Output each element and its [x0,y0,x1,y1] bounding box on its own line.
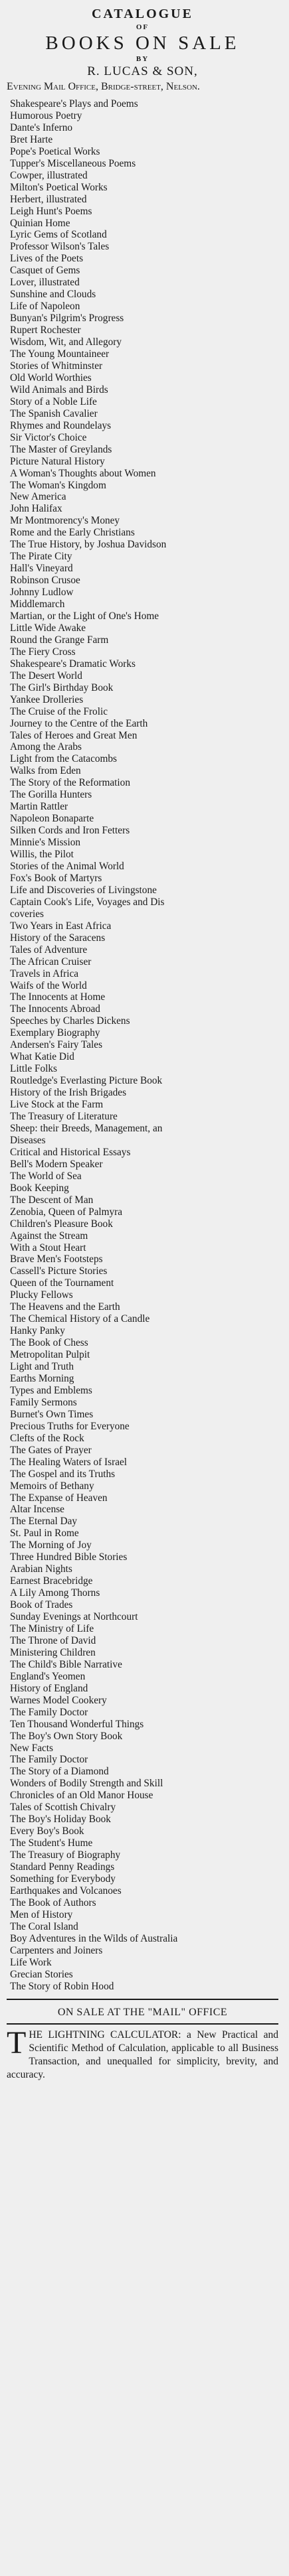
book-list-item: Round the Grange Farm [10,634,109,646]
book-list-item: Memoirs of Bethany [10,1480,94,1492]
book-list-item: Captain Cook's Life, Voyages and Dis [10,896,165,908]
book-list-item: Bell's Modern Speaker [10,1158,103,1170]
book-list-item: Ministering Children [10,1646,96,1658]
book-list-item: coveries [10,908,44,920]
book-list-item: Speeches by Charles Dickens [10,1015,130,1027]
book-list-item: Warnes Model Cookery [10,1694,107,1706]
book-list-item: John Halifax [10,503,62,515]
office-address: Evening Mail Office, Bridge-street, Nelson. [7,81,200,92]
book-list-item: England's Yeomen [10,1670,86,1682]
book-list-item: Among the Arabs [10,741,82,753]
book-list-item: New America [10,491,66,503]
book-list-item: Chronicles of an Old Manor House [10,1790,153,1802]
book-list-item: The Story of a Diamond [10,1766,109,1778]
book-list-item: Stories of Whitminster [10,360,103,372]
book-list-item: Bret Harte [10,133,53,145]
book-list-item: The Healing Waters of Israel [10,1456,128,1468]
book-list-item: History of the Saracens [10,932,106,944]
book-list-item: The Story of the Reformation [10,777,130,789]
book-list-item: The Eternal Day [10,1516,78,1528]
book-list-item: The Girl's Birthday Book [10,681,114,693]
book-list-item: Fox's Book of Martyrs [10,872,102,884]
book-list-item: Family Sermons [10,1396,77,1408]
book-list-item: Wisdom, Wit, and Allegory [10,336,122,348]
book-list-item: Little Wide Awake [10,622,86,634]
book-list-item: Napoleon Bonaparte [10,813,94,825]
book-list-item: The Gorilla Hunters [10,789,92,801]
book-list-item: Diseases [10,1134,46,1146]
book-list-item: The Student's Hume [10,1837,93,1849]
book-list-item: Every Boy's Book [10,1825,84,1837]
book-list-item: Little Folks [10,1063,57,1075]
book-list-item: Cowper, illustrated [10,169,88,181]
by-label: BY [136,55,149,63]
book-list-item: Tales of Scottish Chivalry [10,1802,116,1814]
book-list-item: Three Hundred Bible Stories [10,1551,128,1563]
book-list-item: The Young Mountaineer [10,348,110,360]
book-list-item: Professor Wilson's Tales [10,241,110,253]
catalogue-heading: CATALOGUE [92,7,193,21]
book-list-item: Dante's Inferno [10,121,73,133]
book-list-item: The Innocents Abroad [10,1003,100,1015]
book-list-item: The Book of Authors [10,1896,96,1908]
book-list-item: Story of a Noble Life [10,395,97,407]
book-list-item: Tupper's Miscellaneous Poems [10,157,136,169]
book-list-item: Sunday Evenings at Northcourt [10,1611,138,1623]
book-list-item: Precious Truths for Everyone [10,1420,130,1432]
book-list-item: Ten Thousand Wonderful Things [10,1718,144,1730]
book-list-item: The Family Doctor [10,1706,88,1718]
book-list-item: Humorous Poetry [10,109,82,121]
book-list-item: The Book of Chess [10,1337,88,1349]
book-list-item: Brave Men's Footsteps [10,1253,103,1265]
divider-rule [7,1999,278,2000]
book-list-item: Lyric Gems of Scotland [10,229,107,241]
book-list-item: The Fiery Cross [10,646,76,658]
book-list-item: The Woman's Kingdom [10,479,106,491]
book-list-item: Clefts of the Rock [10,1432,84,1444]
book-list-item: St. Paul in Rome [10,1528,79,1539]
book-list-item: Lover, illustrated [10,277,80,289]
book-list-item: Journey to the Centre of the Earth [10,717,148,729]
book-list-item: Children's Pleasure Book [10,1218,113,1230]
book-list-item: Carpenters and Joiners [10,1944,103,1956]
book-list-item: The Boy's Holiday Book [10,1814,111,1825]
book-list-item: Life Work [10,1956,52,1968]
book-list-item: Travels in Africa [10,967,79,979]
book-list-item: Live Stock at the Farm [10,1099,104,1111]
book-list-item: Martian, or the Light of One's Home [10,610,159,622]
book-list-item: Andersen's Fairy Tales [10,1039,103,1051]
book-list-item: Burnet's Own Times [10,1408,94,1420]
book-list-item: Stories of the Animal World [10,861,124,872]
book-list-item: Against the Stream [10,1230,88,1242]
book-list-item: The Expanse of Heaven [10,1492,108,1504]
page-title: BOOKS ON SALE [45,33,240,54]
book-list-item: Sir Victor's Choice [10,431,87,443]
book-list-item: Boy Adventures in the Wilds of Australia [10,1932,178,1944]
book-list-item: With a Stout Heart [10,1242,86,1253]
book-list-item: Queen of the Tournament [10,1277,114,1289]
book-list-item: The World of Sea [10,1170,82,1182]
book-list-item: Leigh Hunt's Poems [10,205,92,217]
book-list-item: Hall's Vineyard [10,563,73,575]
book-list-item: Arabian Nights [10,1563,72,1575]
book-list-item: Exemplary Biography [10,1027,100,1039]
book-list-item: Herbert, illustrated [10,193,87,205]
book-list-item: Zenobia, Queen of Palmyra [10,1206,123,1218]
book-list-item: The Treasury of Biography [10,1849,121,1861]
book-list-item: Picture Natural History [10,455,105,467]
book-list-item: Earnest Bracebridge [10,1575,93,1587]
book-list-item: Plucky Fellows [10,1289,73,1301]
book-list-item: Mr Montmorency's Money [10,515,120,527]
book-list-item: Robinson Crusoe [10,575,80,587]
book-list-item: Milton's Poetical Works [10,181,108,193]
book-list-item: The Chemical History of a Candle [10,1313,150,1325]
book-list-item: The Desert World [10,670,82,681]
book-list-item: The Throne of David [10,1634,96,1646]
book-list-item: Men of History [10,1908,73,1920]
book-list-item: Pope's Poetical Works [10,145,100,157]
book-list-item: Light from the Catacombs [10,753,118,765]
book-list-item: Walks from Eden [10,765,81,777]
book-list-item: Martin Rattler [10,801,68,813]
book-list-item: The Pirate City [10,551,72,563]
book-list-item: Book of Trades [10,1599,73,1611]
book-list-item: Yankee Drolleries [10,693,84,705]
book-list-item: The Story of Robin Hood [10,1980,114,1992]
book-list-item: The Master of Greylands [10,443,112,455]
book-list-item: Casquet of Gems [10,265,80,277]
book-list-item: Standard Penny Readings [10,1861,115,1873]
book-list-item: Rhymes and Roundelays [10,419,112,431]
of-label: OF [136,23,149,31]
book-list-item: Life of Napoleon [10,301,80,313]
book-list-item: History of England [10,1682,88,1694]
book-list-item: Critical and Historical Essays [10,1146,131,1158]
book-list-item: The Morning of Joy [10,1539,92,1551]
book-list-item: Minnie's Mission [10,837,81,849]
book-list-item: Shakespeare's Plays and Poems [10,98,138,109]
book-list-item: The Family Doctor [10,1754,88,1766]
book-list-item: Cassell's Picture Stories [10,1265,108,1277]
book-list-item: Bunyan's Pilgrim's Progress [10,313,124,324]
book-list-item: Earthquakes and Volcanoes [10,1885,122,1896]
book-list-item: Middlemarch [10,599,65,610]
book-list-item: The Child's Bible Narrative [10,1658,122,1670]
book-list-item: What Katie Did [10,1051,74,1063]
book-list-item: Old World Worthies [10,372,92,384]
book-list-item: Altar Incense [10,1504,64,1516]
book-list-item: Metropolitan Pulpit [10,1349,90,1361]
book-list-item: Shakespeare's Dramatic Works [10,658,136,670]
book-list-item: Types and Emblems [10,1384,92,1396]
book-list-item: The Boy's Own Story Book [10,1730,123,1742]
book-list-item: Earths Morning [10,1372,74,1384]
book-list-item: Wild Animals and Birds [10,384,108,395]
book-list-item: Quinian Home [10,217,70,229]
book-list-item: Lives of the Poets [10,253,84,265]
drop-cap: T [7,2025,27,2060]
book-list-item: Silken Cords and Iron Fetters [10,825,130,837]
book-list-item: The Heavens and the Earth [10,1301,120,1313]
book-list-item: Wonders of Bodily Strength and Skill [10,1778,163,1790]
calculator-notice [7,2025,278,2082]
book-list-item: Hanky Panky [10,1325,65,1337]
book-list-item: The Ministry of Life [10,1623,94,1634]
book-list-item: The Cruise of the Frolic [10,705,108,717]
divider-rule [7,2023,278,2025]
book-list-item: Grecian Stories [10,1968,73,1980]
notice-text: HE LIGHTNING CALCULATOR: a New Practical and Scientific Method of Calculation, applicable to all Business Transaction, and unequalled for simplicity, brevity, and accuracy. [7,2029,278,2080]
book-list-item: A Lily Among Thorns [10,1587,100,1599]
book-list-item: Book Keeping [10,1182,69,1194]
book-list-item: The Gates of Prayer [10,1444,92,1456]
book-list-item: A Woman's Thoughts about Women [10,467,156,479]
sale-heading: ON SALE AT THE "MAIL" OFFICE [57,2006,228,2018]
book-list-item: Tales of Heroes and Great Men [10,729,138,741]
book-list-item: Two Years in East Africa [10,920,112,932]
book-list-item: Sunshine and Clouds [10,289,96,301]
book-list [7,98,278,1993]
seller-name: R. LUCAS & SON, [87,64,198,78]
book-list-item: The Spanish Cavalier [10,407,98,419]
book-list-item: Life and Discoveries of Livingstone [10,884,157,896]
book-list-item: Rome and the Early Christians [10,527,135,539]
book-list-item: The African Cruiser [10,956,92,967]
book-list-item: History of the Irish Brigades [10,1087,127,1099]
book-list-item: Rupert Rochester [10,324,81,336]
book-list-item: The True History, by Joshua Davidson [10,539,167,551]
book-list-item: The Gospel and its Truths [10,1468,116,1480]
book-list-item: Light and Truth [10,1361,74,1373]
book-list-item: Sheep: their Breeds, Management, an [10,1122,163,1134]
book-list-item: Tales of Adventure [10,944,88,956]
book-list-item: Waifs of the World [10,979,87,991]
book-list-item: The Descent of Man [10,1194,94,1206]
book-list-item: Johnny Ludlow [10,587,74,599]
book-list-item: Routledge's Everlasting Picture Book [10,1075,163,1087]
book-list-item: Something for Everybody [10,1873,116,1885]
book-list-item: The Innocents at Home [10,991,106,1003]
book-list-item: The Coral Island [10,1920,78,1932]
book-list-item: The Treasury of Literature [10,1111,118,1123]
book-list-item: Willis, the Pilot [10,849,74,861]
book-list-item: New Facts [10,1742,53,1754]
